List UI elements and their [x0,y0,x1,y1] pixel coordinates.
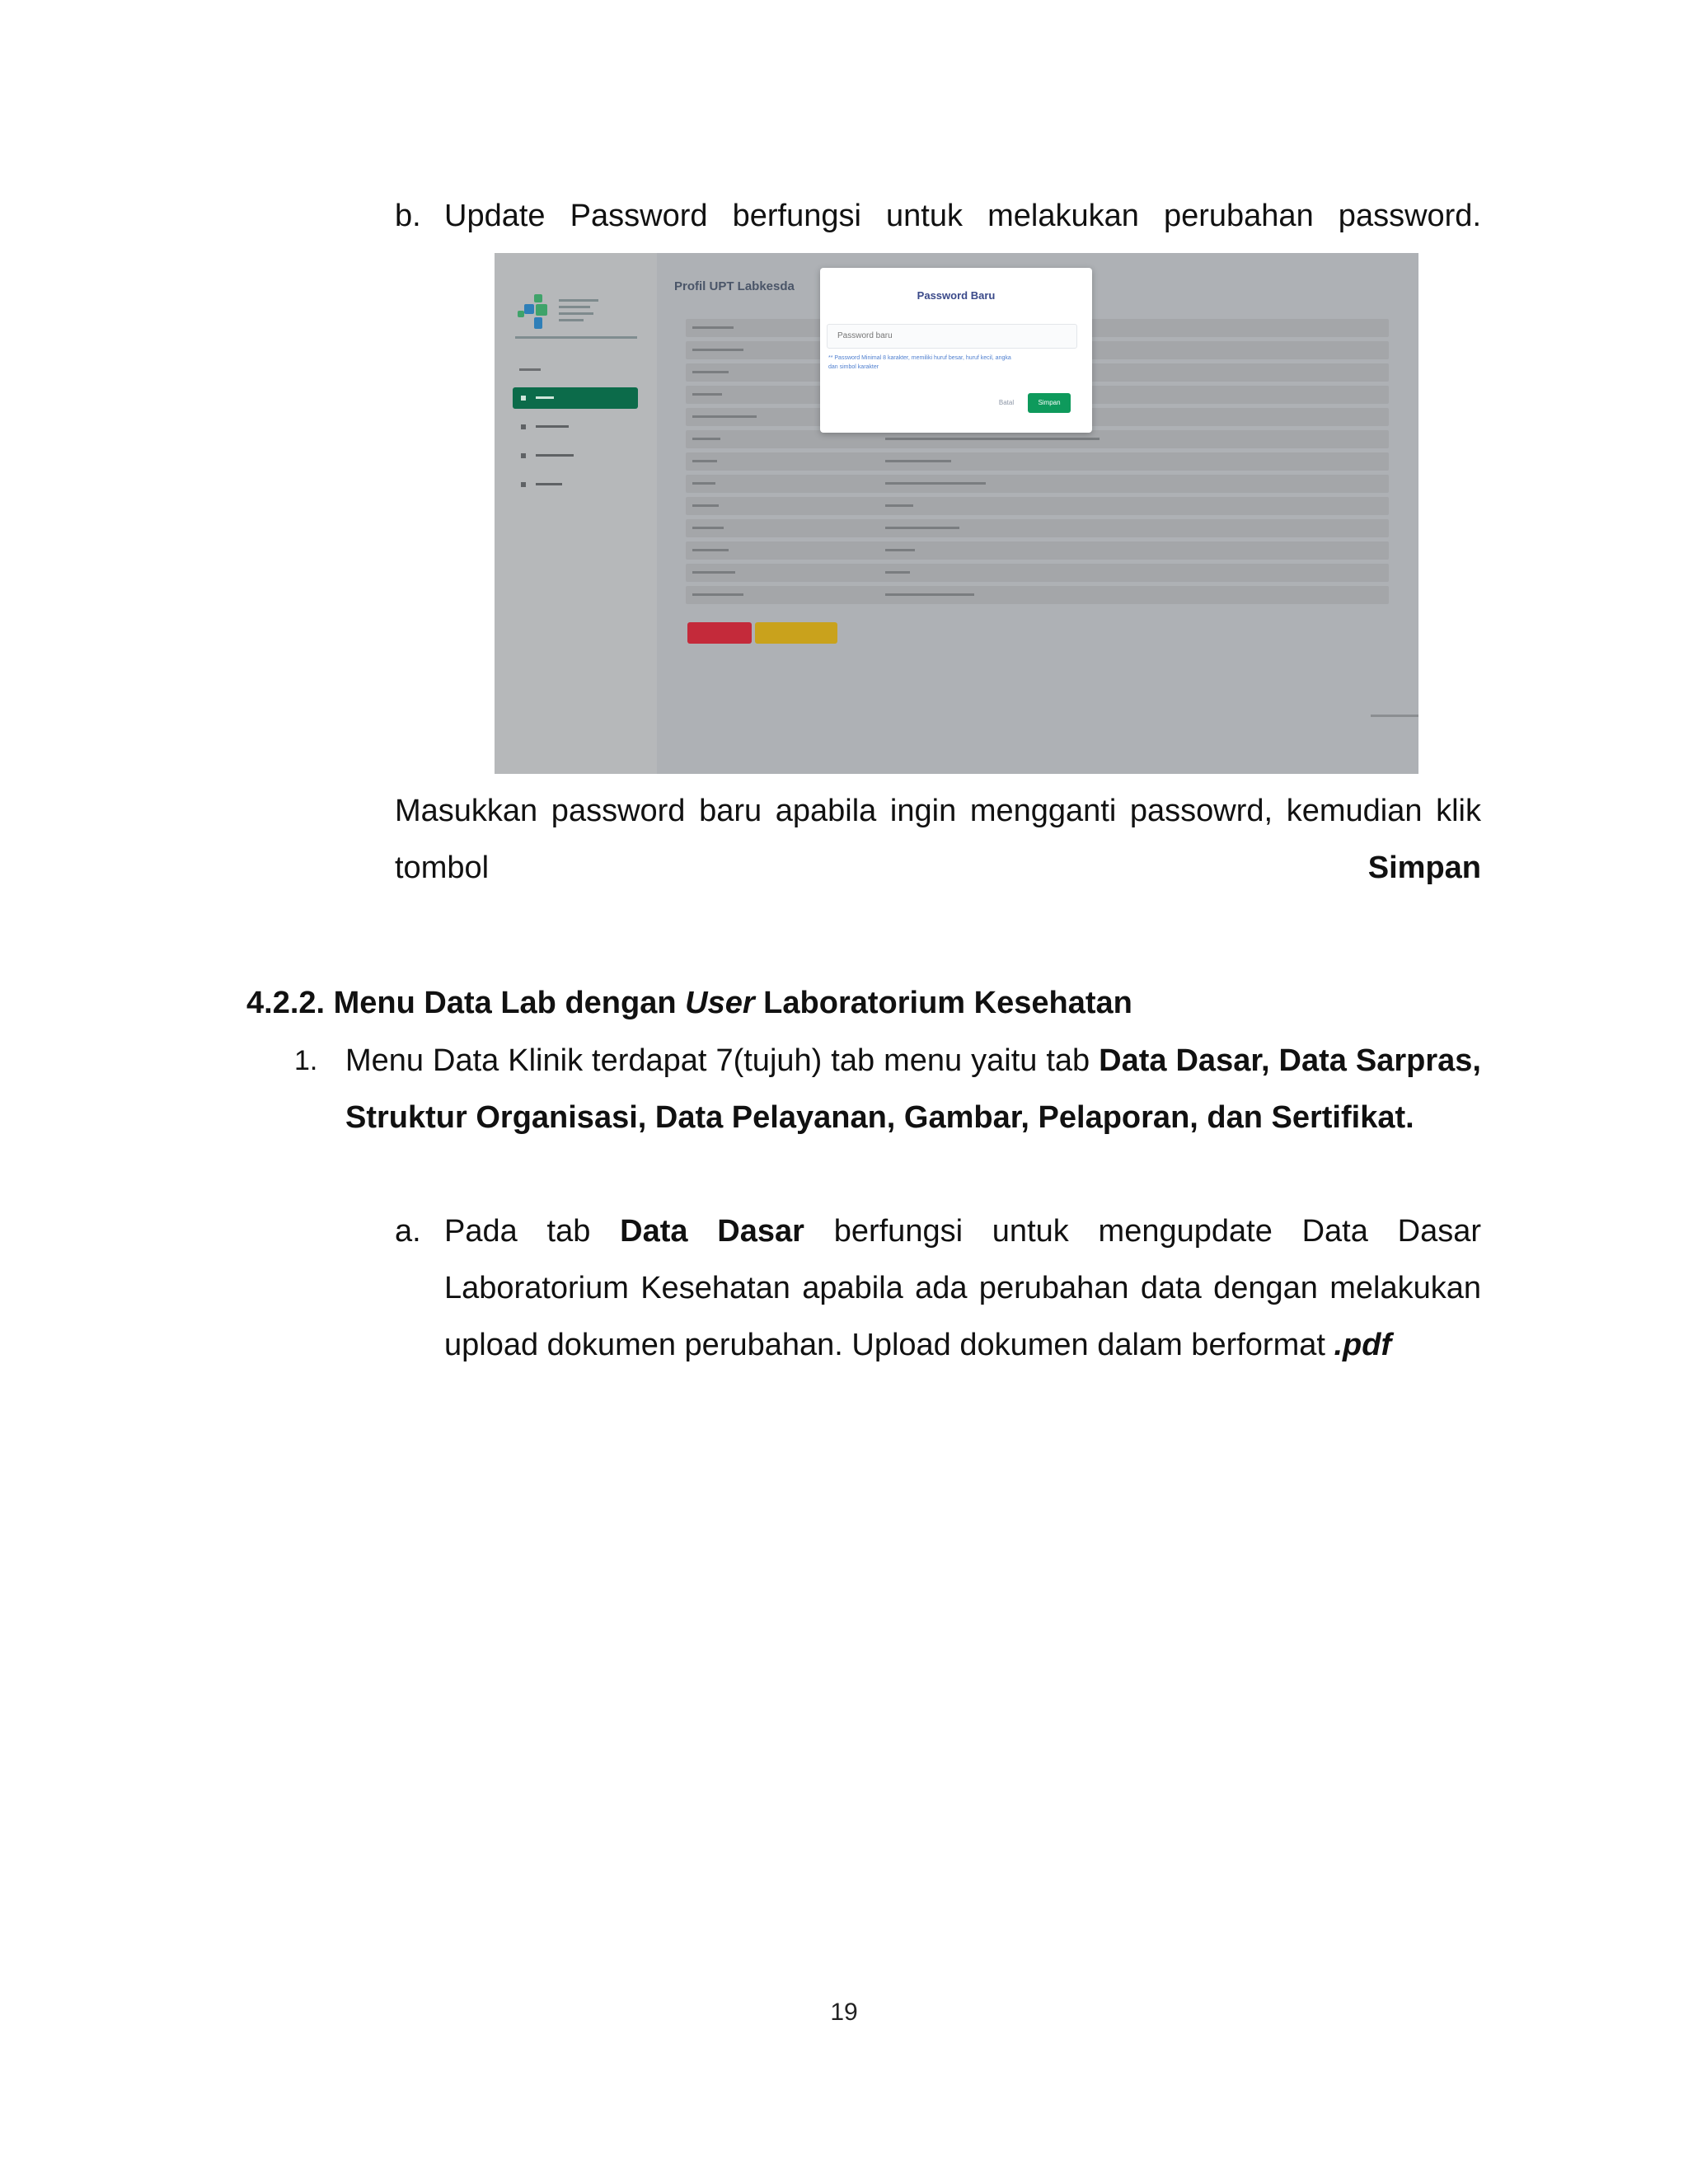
profile-row [686,586,1389,604]
profile-row [686,475,1389,493]
section-heading [246,975,1483,1032]
password-hint: ** Password Minimal 8 karakter, memiliki huruf besar, huruf kecil, angka dan simbol karakter [828,355,1011,370]
profile-icon [521,396,526,401]
item-a-body-2: berfungsi untuk mengupdate Data Dasar Laboratorium Kesehatan apabila ada perubahan data dengan melakukan upload dokumen perubahan. Upload dokumen dalam berformat [444,1214,1482,1362]
item-a-format: .pdf [1334,1328,1392,1362]
instruction-body: Masukkan password baru apabila ingin mengganti passowrd, kemudian klik tombol [395,794,1481,885]
profile-row [686,519,1389,537]
instruction-text [395,783,1481,897]
profile-row [686,430,1389,448]
item-1-body: Menu Data Klinik terdapat 7(tujuh) tab menu yaitu tab [345,1043,1100,1078]
list-marker-a: a. [395,1214,421,1249]
screenshot-page-title: Profil UPT Labkesda [674,279,795,293]
screenshot-sidebar [495,253,657,774]
logout-icon [521,482,526,487]
page-number: 19 [830,1999,858,2026]
instruction-bold: Simpan [1367,851,1481,885]
heading-italic: User [685,986,755,1020]
update-password-button[interactable] [755,622,837,644]
section-b-text: Update Password berfungsi untuk melakukan perubahan password. [444,199,1481,233]
item-1-text [345,1033,1481,1146]
save-button[interactable]: Simpan [1028,393,1071,413]
sidebar-item-data-lab[interactable] [513,416,638,438]
list-marker-1: 1. [294,1045,318,1076]
update-data-button[interactable] [687,622,752,644]
profile-row [686,497,1389,515]
screenshot-figure [495,253,1418,774]
profile-row [686,541,1389,560]
sidebar-item-profil[interactable] [513,387,638,409]
password-modal [820,268,1092,433]
menu-heading [519,368,541,371]
brand-text [515,336,637,339]
heading-prefix: 4.2.2. Menu Data Lab dengan [246,986,686,1020]
item-a-body-1: Pada tab [444,1214,621,1249]
lab-icon [521,424,526,429]
footer-text [1371,715,1418,717]
profile-row [686,564,1389,582]
logo-text-lines [559,299,598,326]
cancel-button[interactable]: Batal [989,393,1024,413]
heading-suffix: Laboratorium Kesehatan [754,986,1132,1020]
sidebar-item-log-out[interactable] [513,474,638,495]
item-a-text [444,1203,1481,1374]
item-a-bold: Data Dasar [620,1214,804,1249]
profile-row [686,452,1389,471]
modal-title: Password Baru [917,289,996,302]
item-1-tabs: Data Dasar, Data Sarpras, Struktur Organisasi, Data Pelayanan, Gambar, Pelaporan, dan Sertifikat. [345,1043,1481,1135]
sidebar-item-monitoring[interactable] [513,445,638,466]
new-password-input[interactable] [827,324,1077,349]
list-marker-b: b. [395,199,421,233]
chart-icon [521,453,526,458]
